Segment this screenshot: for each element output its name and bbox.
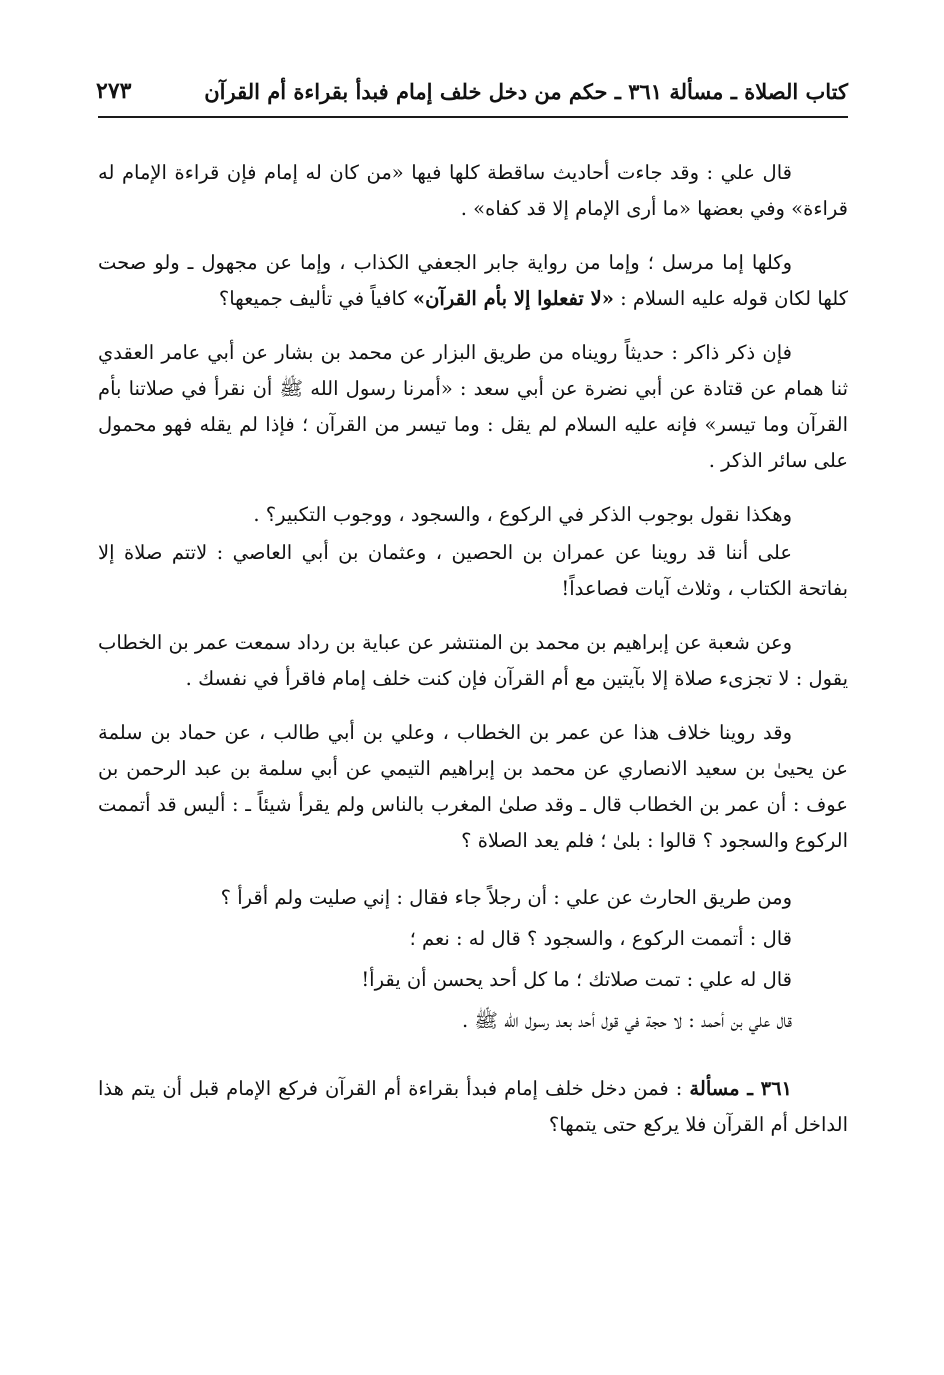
paragraph-3: فإن ذكر ذاكر : حديثاً رويناه من طريق البزار عن محمد بن بشار عن أبي عامر العقدي ثنا همام عن قتادة عن أبي نضرة عن أبي سعد : «أمرنا رسول الله ﷺ أن نقرأ في صلاتنا بأم القرآن وما تيسر» فإنه عليه السلام لم يقل : وما تيسر من القرآن ؛ فإذا لم يقله فهو محمول على سائر الذكر .	[98, 341, 848, 472]
paragraph-1: قال علي : وقد جاءت أحاديث ساقطة كلها فيها «من كان له إمام فإن قراءة الإمام له قراءة» وفي بعضها «ما أرى الإمام إلا قد كفاه» .	[98, 161, 848, 220]
page-body	[98, 155, 848, 1161]
paragraph-2-text-a: وكلها إما مرسل ؛ وإما من رواية جابر الجعفي الكذاب ، وإما عن مجهول ـ ولو صحت كلها لكان قوله عليه السلام :	[98, 251, 848, 310]
paragraph-2	[98, 245, 848, 317]
dialogue-line: ومن طريق الحارث عن علي : أن رجلاً جاء فقال : إني صليت ولم أقرأ ؟	[220, 886, 792, 909]
paragraph-4: وهكذا نقول بوجوب الذكر في الركوع ، والسجود ، ووجوب التكبير؟ .	[253, 503, 792, 526]
masala-number: ٣٦١ ـ مسألة	[689, 1077, 793, 1100]
header-rule	[98, 116, 848, 118]
dialogue-block	[98, 877, 848, 1041]
paragraph-5: على أننا قد روينا عن عمران بن الحصين ، وعثمان بن أبي العاصي : لاتتم صلاة إلا بفاتحة الكتاب ، وثلاث آيات فصاعداً!	[98, 541, 848, 600]
paragraph-7: وقد روينا خلاف هذا عن عمر بن الخطاب ، وعلي بن أبي طالب ، عن حماد بن سلمة عن يحيىٰ بن سعيد الانصاري عن محمد بن إبراهيم التيمي عن أبي سلمة بن عبد الرحمن بن عوف : أن عمر بن الخطاب قال ـ وقد صلىٰ المغرب بالناس ولم يقرأ شيئاً ـ : أليس قد أتممت الركوع والسجود ؟ قالوا : بلىٰ ؛ فلم يعد الصلاة ؟	[98, 721, 848, 852]
paragraph-2-text-b: كافياً في تأليف جميعها؟	[218, 287, 413, 310]
masala-text: : فمن دخل خلف إمام فبدأ بقراءة أم القرآن فركع الإمام قبل أن يتم هذا الداخل أم القرآن فلا يركع حتى يتمها؟	[98, 1077, 848, 1136]
dialogue-line: قال له علي : تمت صلاتك ؛ ما كل أحد يحسن أن يقرأ!	[361, 968, 792, 991]
running-title: كتاب الصلاة ـ مسألة ٣٦١ ـ حكم من دخل خلف إمام فبدأ بقراءة أم القرآن	[204, 79, 848, 104]
dialogue-line: قال : أتممت الركوع ، والسجود ؟ قال له : نعم ؛	[409, 927, 792, 950]
page-header	[96, 64, 848, 104]
page-number: ٢٧٣	[96, 78, 132, 104]
dialogue-line: قال علي بن أحمد : لا حجة في قول أحد بعد رسول الله ﷺ .	[461, 1009, 792, 1032]
masala-paragraph	[98, 1071, 848, 1143]
paragraph-6: وعن شعبة عن إبراهيم بن محمد بن المنتشر عن عباية بن رداد سمعت عمر بن الخطاب يقول : لا تجزىء صلاة إلا بآيتين مع أم القرآن فإن كنت خلف إمام فاقرأ في نفسك .	[98, 631, 848, 690]
hadith-quote-bold: «لا تفعلوا إلا بأم القرآن»	[412, 287, 614, 310]
